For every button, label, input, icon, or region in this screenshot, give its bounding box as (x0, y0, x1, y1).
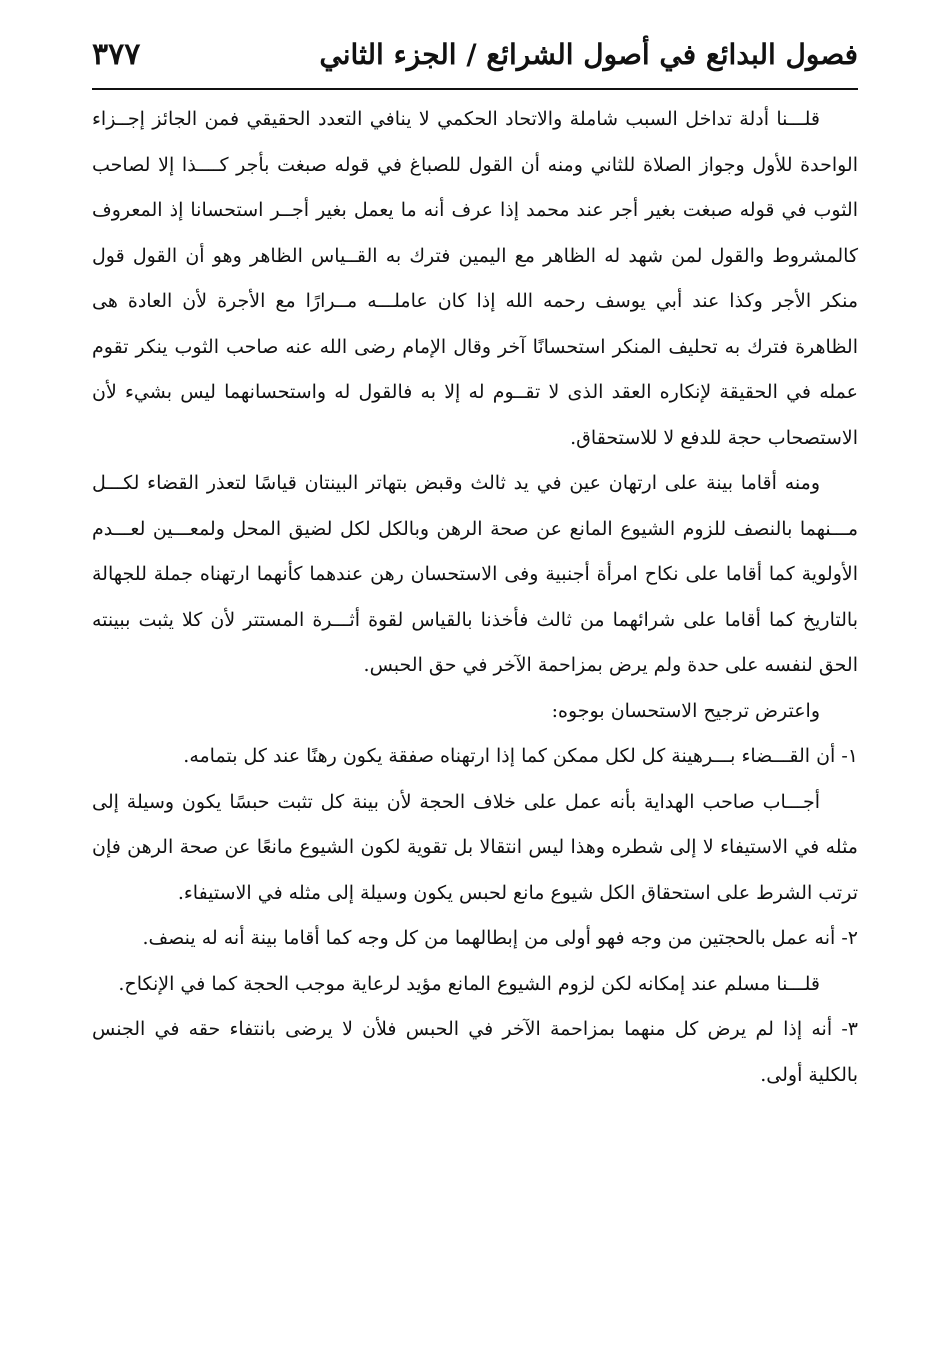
numbered-objection: ٣- أنه إذا لم يرض كل منهما بمزاحمة الآخر في الحبس فلأن لا يرضى بانتفاء حقه في الجنس بالكلية أولى. (92, 1018, 858, 1086)
running-title: فصول البدائع في أصول الشرائع / الجزء الثاني (319, 37, 858, 71)
page-header (92, 26, 858, 82)
paragraph: واعترض ترجيح الاستحسان بوجوه: (551, 699, 820, 722)
numbered-objection: ١- أن القـــضاء بـــرهينة كل لكل ممكن كما إذا ارتهناه صفقة يكون رهنًا عند كل بتمامه. (183, 745, 858, 767)
paragraph: قلـــنا أدلة تداخل السبب شاملة والاتحاد الحكمي لا ينافي التعدد الحقيقي فمن الجائز إجــزاء الواحدة للأول وجواز الصلاة للثاني ومنه أن القول للصباغ في قوله صبغت بأجر كــــذا إلا لصاحب الثوب في قوله صبغت بغير أجر عند محمد إذا عرف أنه ما يعمل بغير أجــر استحسانا إذ المعروف كالمشروط والقول لمن شهد له الظاهر مع اليمين فترك به القــياس الظاهر وهو أن القول قول منكر الأجر وكذا عند أبي يوسف رحمه الله إذا كان عاملـــه مــرارًا مع الأجرة لأن العادة هى الظاهرة فترك به تحليف المنكر استحسانًا آخر وقال الإمام رضى الله عنه صاحب الثوب ينكر تقوم عمله في الحقيقة لإنكاره العقد الذى لا تقــوم له إلا به فالقول له واستحسانهما ليس بشيء لأن الاستصحاب حجة للدفع لا للاستحقاق. (92, 108, 858, 449)
header-rule (92, 88, 858, 90)
paragraph: أجـــاب صاحب الهداية بأنه عمل على خلاف الحجة لأن بينة كل تثبت حبسًا يكون وسيلة إلى مثله في الاستيفاء لا إلى شطره وهذا ليس انتقالا بل تقوية لكون الشيوع مانعًا عن صحة الرهن فإن ترتب الشرط على استحقاق الكل شيوع مانع لحبس يكون وسيلة إلى مثله في الاستيفاء. (92, 790, 858, 904)
paragraph: قلـــنا مسلم عند إمكانه لكن لزوم الشيوع المانع مؤيد لرعاية موجب الحجة كما في الإنكاح. (118, 972, 820, 995)
numbered-objection: ٢- أنه عمل بالحجتين من وجه فهو أولى من إبطالهما من كل وجه كما أقاما بينة أنه له ينصف. (142, 927, 858, 949)
main-text (92, 97, 858, 1098)
paragraph: ومنه أقاما بينة على ارتهان عين في يد ثالث وقبض بتهاتر البينتان قياسًا لتعذر القضاء لكـــل مـــنهما بالنصف للزوم الشيوع المانع عن صحة الرهن وبالكل لكل لضيق المحل ولمعـــين لعـــدم الأولوية كما أقاما على نكاح امرأة أجنبية وفى الاستحسان رهن عندهما كأنهما ارتهناه جملة للجهالة بالتاريخ كما أقاما على شرائهما من ثالث فأخذنا بالقياس لقوة أثـــرة المستتر لأن كلا يثبت ببينته الحق لنفسه على حدة ولم يرض بمزاحمة الآخر في حق الحبس. (92, 472, 858, 676)
page-number: ٣٧٧ (92, 36, 141, 72)
